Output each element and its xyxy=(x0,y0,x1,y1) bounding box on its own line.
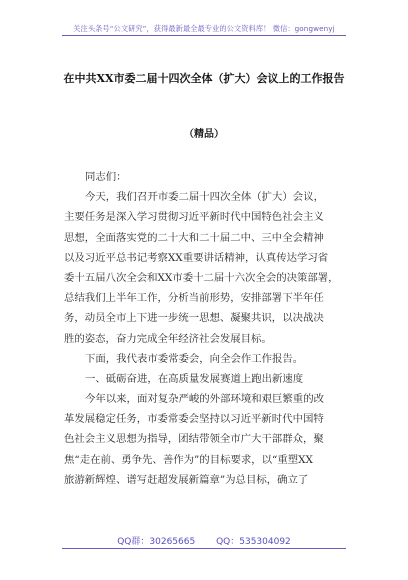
document-title: 在中共XX市委二届十四次全体（扩大）会议上的工作报告 xyxy=(63,72,345,85)
body-line: 同志们： xyxy=(85,171,127,183)
body-line: 思想，全面落实党的二十大和二十届二中、三中全会精神 xyxy=(64,231,324,244)
body-line: 委十五届八次全会和XX市委十二届十六次全会的决策部署， xyxy=(64,271,339,284)
body-line: 总结我们上半年工作，分析当前形势，安排部署下半年任 xyxy=(64,292,324,305)
body-line: 胜的姿态，奋力完成全年经济社会发展目标。 xyxy=(64,332,272,345)
body-line: 一、砥砺奋进，在高质量发展赛道上跑出新速度 xyxy=(85,372,304,385)
footer-qq-contact: QQ：535304092 xyxy=(216,537,291,547)
body-line: 今天，我们召开市委二届十四次全体（扩大）会议， xyxy=(85,191,324,204)
body-line: 革发展稳定任务，市委常委会坚持以习近平新时代中国特 xyxy=(64,413,324,426)
document-subtitle: （精品） xyxy=(184,129,224,140)
header-banner-text: 关注头条号“公文研究”，获得最新最全最专业的公文资料库！ 微信：gongwenyj xyxy=(73,24,335,33)
header-divider xyxy=(62,35,346,36)
document-body xyxy=(64,167,346,490)
body-line: 今年以来，面对复杂严峻的外部环境和艰巨繁重的改 xyxy=(85,393,324,406)
body-line: 色社会主义思想为指导，团结带领全市广大干部群众，聚 xyxy=(64,433,324,446)
body-line: 旅游新辉煌、谱写赶超发展新篇章”为总目标，确立了 xyxy=(64,473,309,486)
body-line: 下面，我代表市委常委会，向全会作工作报告。 xyxy=(85,352,304,365)
body-line: 以及习近平总书记考察XX重要讲话精神，认真传达学习省 xyxy=(64,251,329,264)
page-footer xyxy=(0,534,408,547)
body-line: 焦“走在前、勇争先、善作为”的目标要求，以“重塑XX xyxy=(64,453,313,466)
body-line: 主要任务是深入学习贯彻习近平新时代中国特色社会主义 xyxy=(64,211,324,224)
body-line: 务，动员全市上下进一步统一思想、凝聚共识，以决战决 xyxy=(64,312,324,325)
page-header xyxy=(0,0,408,36)
footer-divider xyxy=(62,548,346,549)
footer-qq-group: QQ群：30265665 xyxy=(117,537,196,547)
